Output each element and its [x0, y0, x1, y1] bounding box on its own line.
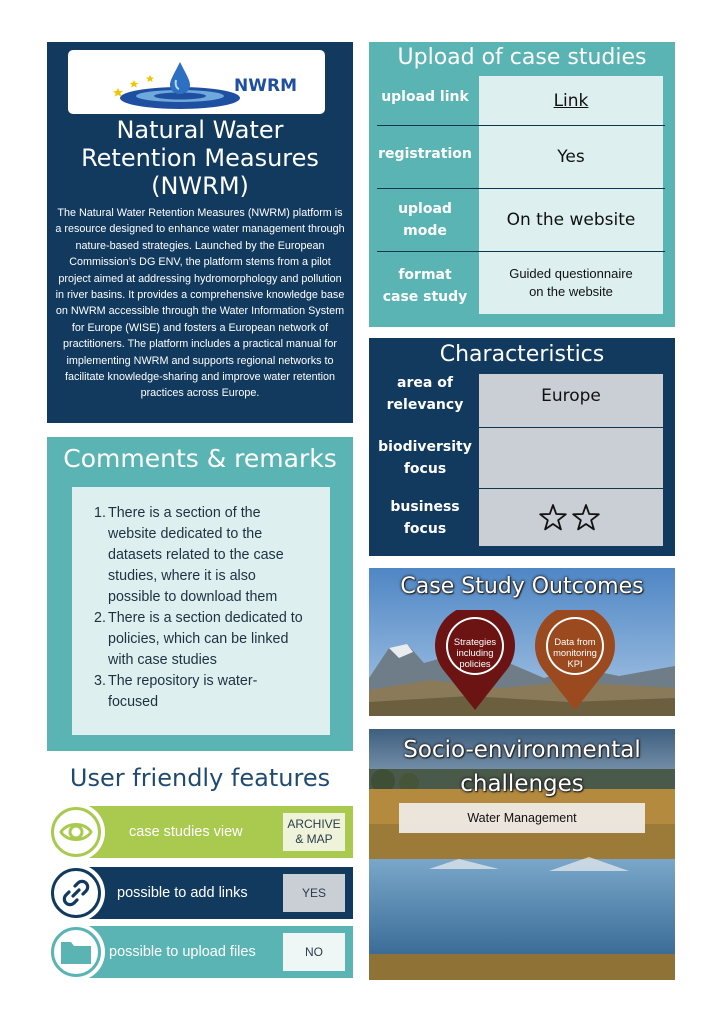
list-line: datasets related to the case	[108, 547, 284, 563]
pin-label-line: monitoring	[553, 647, 597, 658]
feature-bar	[65, 806, 353, 858]
feature-case-studies-view	[47, 803, 353, 861]
feature-icon-circle	[47, 803, 105, 861]
format-label-line: format	[398, 267, 452, 283]
list-item	[94, 503, 324, 608]
comments-list	[94, 503, 324, 713]
nwrm-title-line: Natural Water	[116, 116, 284, 144]
feature-label: possible to add links	[117, 885, 248, 901]
biodiversity-label-line: focus	[403, 461, 447, 477]
feature-value-badge	[283, 813, 345, 851]
area-label	[373, 372, 477, 416]
list-item	[94, 608, 324, 671]
format-value-line: Guided questionnaire	[509, 266, 633, 281]
nwrm-description: The Natural Water Retention Measures (NWRM) platform is a resource designed to enhance water management through nature-based strategies. Launched by the European Commission’s DG ENV, the platform stems from a pilot project aimed at addressing hydromorphology and pollution in river basins. It provides a comprehensive knowledge base on NWRM accessible through the Water Information System for Europe (WISE) and fosters a European network of practitioners. The platform includes a practical manual for implementing NWRM and supports regional networks to facilitate knowledge-sharing and improve water retention practices across Europe.	[55, 207, 345, 400]
list-number: 1.	[94, 505, 106, 521]
comments-title: Comments & remarks	[63, 444, 337, 473]
business-label	[373, 496, 477, 540]
feature-label: possible to upload files	[109, 944, 256, 960]
biodiversity-label	[373, 436, 477, 480]
feature-add-links	[47, 864, 353, 922]
list-line: website dedicated to the	[108, 526, 263, 542]
pin-label-line: KPI	[567, 658, 583, 669]
pin-label-line: policies	[459, 658, 491, 669]
list-number: 3.	[94, 673, 106, 689]
folder-icon	[59, 937, 93, 967]
format-label	[373, 264, 477, 308]
list-line: There is a section of the	[108, 505, 261, 521]
feature-label: case studies view	[129, 824, 243, 840]
nwrm-logo	[68, 50, 325, 114]
outcome-strategies-label	[441, 636, 509, 669]
upload-link[interactable]: Link	[553, 90, 589, 111]
list-line: The repository is water-	[108, 673, 258, 689]
area-label-line: area of	[397, 375, 453, 391]
comments-card	[47, 437, 353, 751]
nwrm-title-line: (NWRM)	[151, 172, 249, 200]
star-icon	[540, 505, 566, 529]
format-value-line: on the website	[529, 284, 613, 299]
business-label-line: focus	[403, 521, 447, 537]
nwrm-title	[47, 116, 353, 200]
pin-label-line: Data from	[554, 636, 596, 647]
nwrm-card	[47, 42, 353, 423]
feature-value-line: & MAP	[295, 832, 333, 846]
format-value	[479, 252, 663, 314]
upload-link-label: upload link	[381, 89, 469, 105]
list-line: possible to download them	[108, 589, 278, 605]
outcomes-title: Case Study Outcomes	[400, 574, 644, 599]
feature-icon-circle	[47, 923, 105, 981]
star-icon	[573, 505, 599, 529]
socio-title-line: challenges	[460, 771, 584, 797]
svg-text:NWRM: NWRM	[234, 76, 297, 96]
feature-value-badge: YES	[283, 874, 345, 912]
pin-label-line: Strategies	[453, 636, 497, 647]
upload-mode-label-line: mode	[403, 223, 447, 239]
socio-title	[369, 733, 675, 801]
upload-mode-value: On the website	[479, 189, 663, 251]
list-line: focused	[108, 694, 159, 710]
feature-value-line: ARCHIVE	[287, 817, 341, 831]
registration-value: Yes	[479, 126, 663, 188]
format-label-line: case study	[382, 289, 468, 305]
business-value	[479, 489, 663, 546]
challenge-tag: Water Management	[399, 803, 645, 833]
area-value: Europe	[479, 374, 663, 427]
biodiversity-value	[479, 428, 663, 488]
feature-icon-circle	[47, 864, 105, 922]
pin-label-line: including	[456, 647, 494, 658]
user-features-title: User friendly features	[69, 764, 331, 792]
list-line: studies, where it is also	[108, 568, 256, 584]
characteristics-title: Characteristics	[439, 342, 605, 367]
outcome-data-label	[541, 636, 609, 669]
feature-value-badge: NO	[283, 933, 345, 971]
nwrm-title-line: Retention Measures	[81, 144, 319, 172]
socio-title-line: Socio-environmental	[403, 737, 641, 763]
business-stars	[536, 502, 606, 534]
list-line: with case studies	[108, 652, 217, 668]
upload-link-cell	[479, 76, 663, 125]
business-label-line: business	[390, 499, 460, 515]
upload-card	[369, 42, 675, 327]
socio-card	[369, 729, 675, 980]
upload-mode-label	[373, 198, 477, 242]
biodiversity-label-line: biodiversity	[378, 439, 472, 455]
feature-upload-files	[47, 923, 353, 981]
list-line: policies, which can be linked	[108, 631, 289, 647]
registration-label: registration	[378, 146, 472, 162]
characteristics-card	[369, 338, 675, 556]
eye-icon	[59, 815, 93, 849]
comments-box	[72, 487, 330, 735]
nwrm-logo-graphic	[68, 50, 325, 114]
upload-title: Upload of case studies	[397, 45, 647, 70]
feature-bar	[65, 867, 353, 919]
list-number: 2.	[94, 610, 106, 626]
link-icon	[60, 877, 92, 909]
area-label-line: relevancy	[386, 397, 464, 413]
feature-bar	[65, 926, 353, 978]
list-line: There is a section dedicated to	[108, 610, 303, 626]
outcomes-card	[369, 568, 675, 716]
upload-mode-label-line: upload	[398, 201, 452, 217]
list-item	[94, 671, 324, 713]
